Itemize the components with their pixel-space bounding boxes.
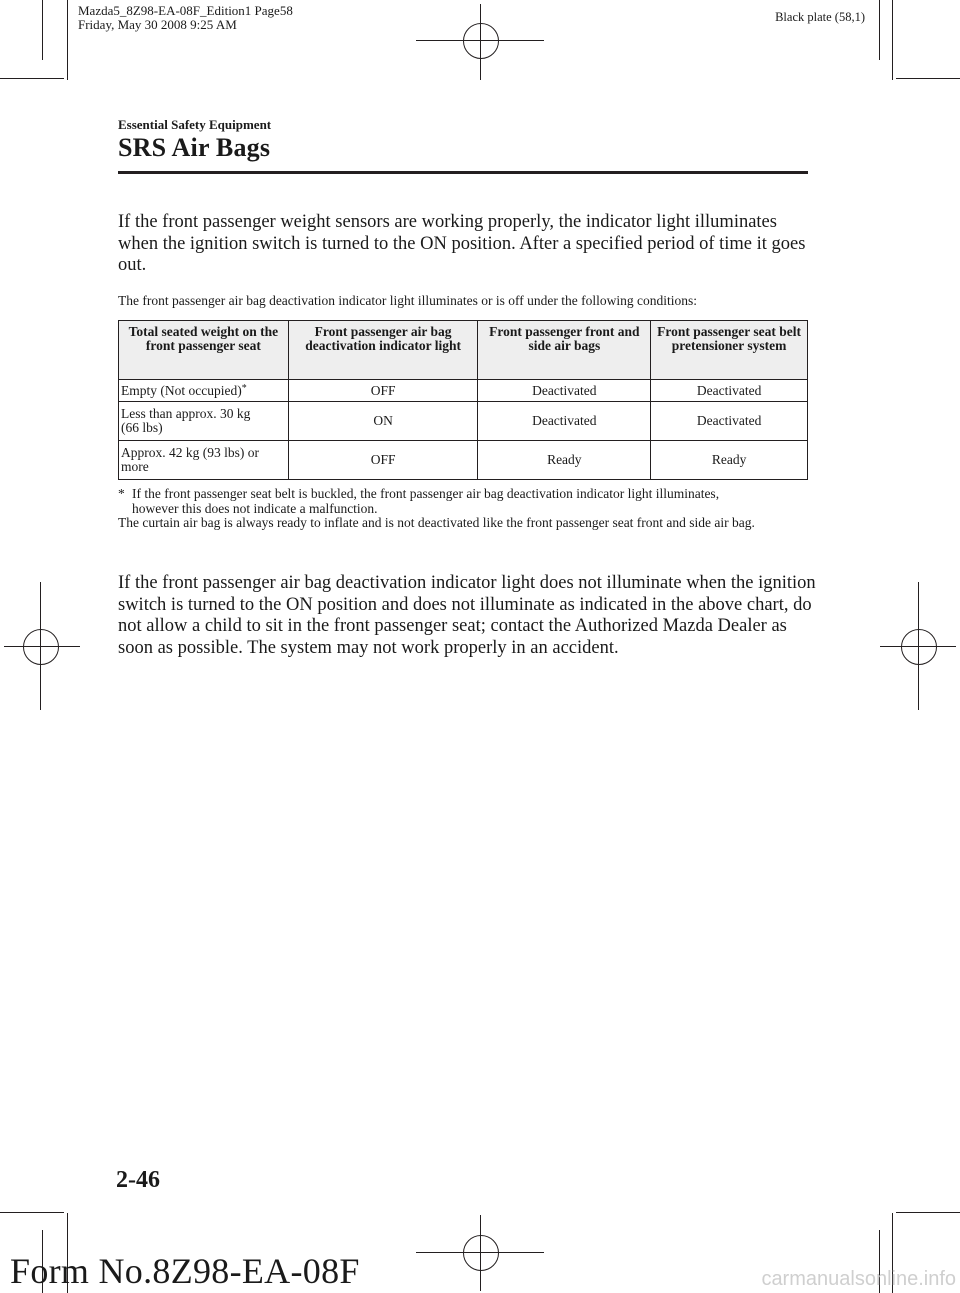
cell-weight: Less than approx. 30 kg (66 lbs): [119, 402, 289, 441]
registration-left-circle: [23, 629, 59, 665]
conditions-table: [118, 320, 808, 480]
cell-pretensioner: Deactivated: [651, 402, 808, 441]
asterisk-footnote: [118, 487, 818, 502]
header-front-side-air-bags: Front passenger front and side air bags: [478, 321, 651, 380]
footnote-asterisk: *: [118, 486, 125, 501]
footnote-line-2: however this does not indicate a malfunction.: [132, 500, 378, 516]
registration-top-circle: [463, 23, 499, 59]
crop-mark-top-inner-right: [879, 0, 880, 60]
page-number: 2-46: [116, 1167, 160, 1193]
crop-mark-top-inner-left: [42, 0, 43, 60]
cell-weight: Approx. 42 kg (93 lbs) or more: [119, 441, 289, 480]
footnote-line-1: If the front passenger seat belt is buckled, the front passenger air bag deactivation indicator light illuminates,: [132, 486, 720, 501]
asterisk-mark: *: [241, 382, 247, 394]
crop-mark-top-right-vertical: [892, 0, 893, 80]
page-title: SRS Air Bags: [118, 133, 271, 162]
cell-indicator: OFF: [288, 380, 478, 402]
table-intro: The front passenger air bag deactivation indicator light illuminates or is off under the following conditions:: [118, 293, 697, 308]
table-row: [119, 380, 808, 402]
table-header-row: [119, 321, 808, 380]
header-total-seated-weight: Total seated weight on the front passenger seat: [119, 321, 289, 380]
cell-air-bags: Deactivated: [478, 380, 651, 402]
watermark: carmanualsonline.info: [761, 1268, 956, 1290]
crop-mark-top-right-horizontal: [896, 78, 960, 79]
header-indicator-light: Front passenger air bag deactivation indicator light: [288, 321, 478, 380]
crop-mark-top-left-horizontal: [0, 78, 64, 79]
warning-paragraph: If the front passenger air bag deactivation indicator light does not illuminate when the ignition switch is turned to the ON position and does not illuminate as indicated in the above chart, do not allow a child to sit in the front passenger seat; contact the Authorized Mazda Dealer as soon as possible. The system may not work properly in an accident.: [118, 573, 816, 658]
cell-weight-text: Empty (Not occupied): [121, 382, 242, 398]
cell-pretensioner: Ready: [651, 441, 808, 480]
title-rule: [118, 171, 808, 174]
plate-id: Black plate (58,1): [775, 10, 865, 24]
header-pretensioner: Front passenger seat belt pretensioner system: [651, 321, 808, 380]
table-row: [119, 441, 808, 480]
plate-file-line: Mazda5_8Z98-EA-08F_Edition1 Page58: [78, 3, 293, 18]
plate-date-line: Friday, May 30 2008 9:25 AM: [78, 17, 237, 32]
registration-right-circle: [901, 629, 937, 665]
table-row: [119, 402, 808, 441]
cell-indicator: ON: [288, 402, 478, 441]
plate-info: [78, 4, 293, 32]
cell-indicator: OFF: [288, 441, 478, 480]
crop-mark-bottom-right-horizontal: [896, 1212, 960, 1213]
curtain-note: The curtain air bag is always ready to inflate and is not deactivated like the front passenger seat front and side air bag.: [118, 515, 755, 530]
cell-pretensioner: Deactivated: [651, 380, 808, 402]
section-label: Essential Safety Equipment: [118, 117, 272, 132]
registration-bottom-circle: [463, 1235, 499, 1271]
cell-air-bags: Ready: [478, 441, 651, 480]
cell-weight: [119, 380, 289, 402]
form-number: Form No.8Z98-EA-08F: [10, 1251, 360, 1291]
footnotes: [118, 487, 818, 531]
intro-paragraph: If the front passenger weight sensors are working properly, the indicator light illuminates when the ignition switch is turned to the ON position. After a specified period of time it goes out.: [118, 212, 806, 275]
cell-air-bags: Deactivated: [478, 402, 651, 441]
crop-mark-bottom-left-horizontal: [0, 1212, 64, 1213]
crop-mark-top-left-vertical: [67, 0, 68, 80]
